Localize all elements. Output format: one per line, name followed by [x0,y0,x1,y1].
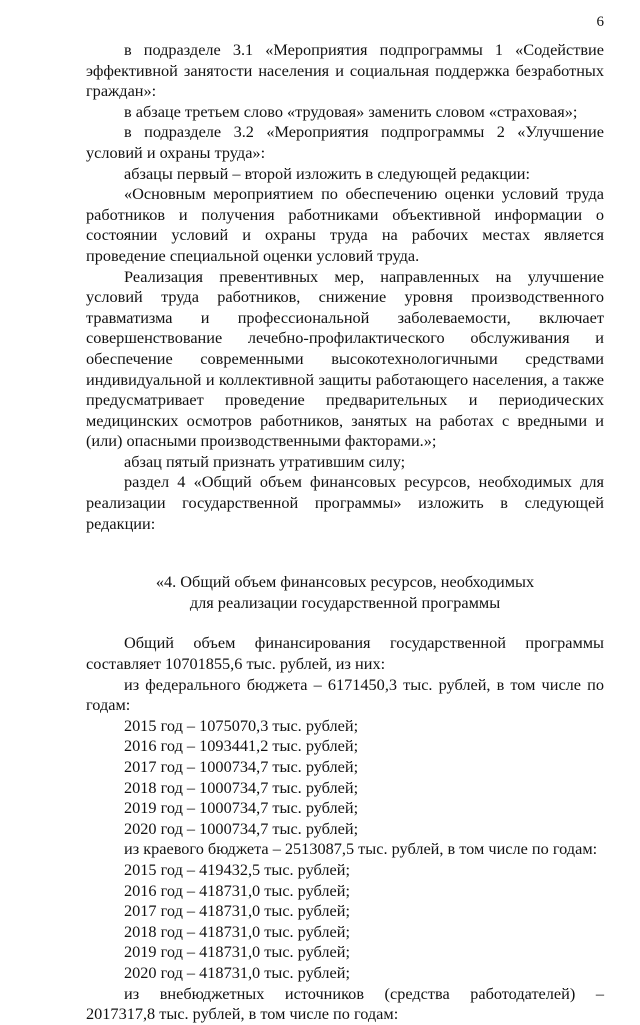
extrabudget-word-6: – [595,983,604,1003]
extrabudget-word-3: источников [284,983,365,1003]
extrabudget-word-5: работодателей) [470,983,576,1003]
regional-year-2015: 2015 год – 419432,5 тыс. рублей; [124,859,351,879]
intro-paragraph-5: «Основным мероприятием по обеспечению оценки условий труда работников и получения работниками объективной информации о состоянии условий и охраны труда на рабочих местах является проведение специальной оценки условий труда. [86,184,604,265]
regional-year-2016: 2016 год – 418731,0 тыс. рублей; [124,880,351,900]
document-body [86,40,604,1025]
regional-year-2019: 2019 год – 418731,0 тыс. рублей; [124,942,351,962]
intro-paragraph-7: абзац пятый признать утратившим силу; [124,451,406,471]
page-number: 6 [596,14,604,30]
intro-paragraph-6: Реализация превентивных мер, направленных на улучшение условий труда работников, снижение уровня производственного травматизма и профессиональной заболеваемости, включает совершенствование лечебно-профилактического обслуживания и обеспечение современными высокотехнологичными средствами индивидуальной и коллективной защиты работающего населения, а также предусматривает проведение предварительных и периодических медицинских осмотров работников, занятых на работах с вредными и (или) опасными производственными факторами.»; [86,266,604,451]
federal-year-2020: 2020 год – 1000734,7 тыс. рублей; [124,818,359,838]
regional-intro: из краевого бюджета – 2513087,5 тыс. рублей, в том числе по годам: [124,839,598,859]
regional-year-2020: 2020 год – 418731,0 тыс. рублей; [124,962,351,982]
federal-year-2019: 2019 год – 1000734,7 тыс. рублей; [124,798,359,818]
extrabudget-word-1: из [124,983,140,1003]
federal-intro: из федерального бюджета – 6171450,3 тыс. рублей, в том числе по годам: [86,674,604,715]
intro-paragraph-8: раздел 4 «Общий объем финансовых ресурсов, необходимых для реализации государственной программы» изложить в следующей редакции: [86,472,604,533]
section-heading [86,572,604,613]
finance-total: Общий объем финансирования государственной программы составляет 10701855,6 тыс. рублей, из них: [86,633,604,674]
extrabudget-line-2: 2017317,8 тыс. рублей, в том числе по годам: [86,1004,399,1024]
regional-year-2017: 2017 год – 418731,0 тыс. рублей; [124,901,351,921]
regional-year-2018: 2018 год – 418731,0 тыс. рублей; [124,921,351,941]
extrabudget-word-2: внебюджетных [159,983,265,1003]
extrabudget-line-1 [86,984,604,1005]
federal-year-2017: 2017 год – 1000734,7 тыс. рублей; [124,757,359,776]
federal-years-list [86,716,604,840]
intro-paragraph-3: в подразделе 3.2 «Мероприятия подпрограммы 2 «Улучшение условий и охраны труда»: [86,122,604,162]
regional-years-list [86,860,604,984]
section-heading-line-1: «4. Общий объем финансовых ресурсов, необходимых [155,572,535,592]
federal-year-2016: 2016 год – 1093441,2 тыс. рублей; [124,736,359,756]
intro-paragraph-1: в подразделе 3.1 «Мероприятия подпрограммы 1 «Содействие эффективной занятости населения и социальная поддержка безработных граждан»: [86,40,604,101]
federal-year-2018: 2018 год – 1000734,7 тыс. рублей; [124,777,359,797]
intro-paragraph-2: в абзаце третьем слово «трудовая» заменить словом «страховая»; [124,101,578,121]
federal-year-2015: 2015 год – 1075070,3 тыс. рублей; [124,715,359,735]
section-heading-line-2: для реализации государственной программы [189,592,501,612]
extrabudget-word-4: (средства [384,983,450,1003]
intro-paragraph-4: абзацы первый – второй изложить в следующей редакции: [124,163,531,183]
